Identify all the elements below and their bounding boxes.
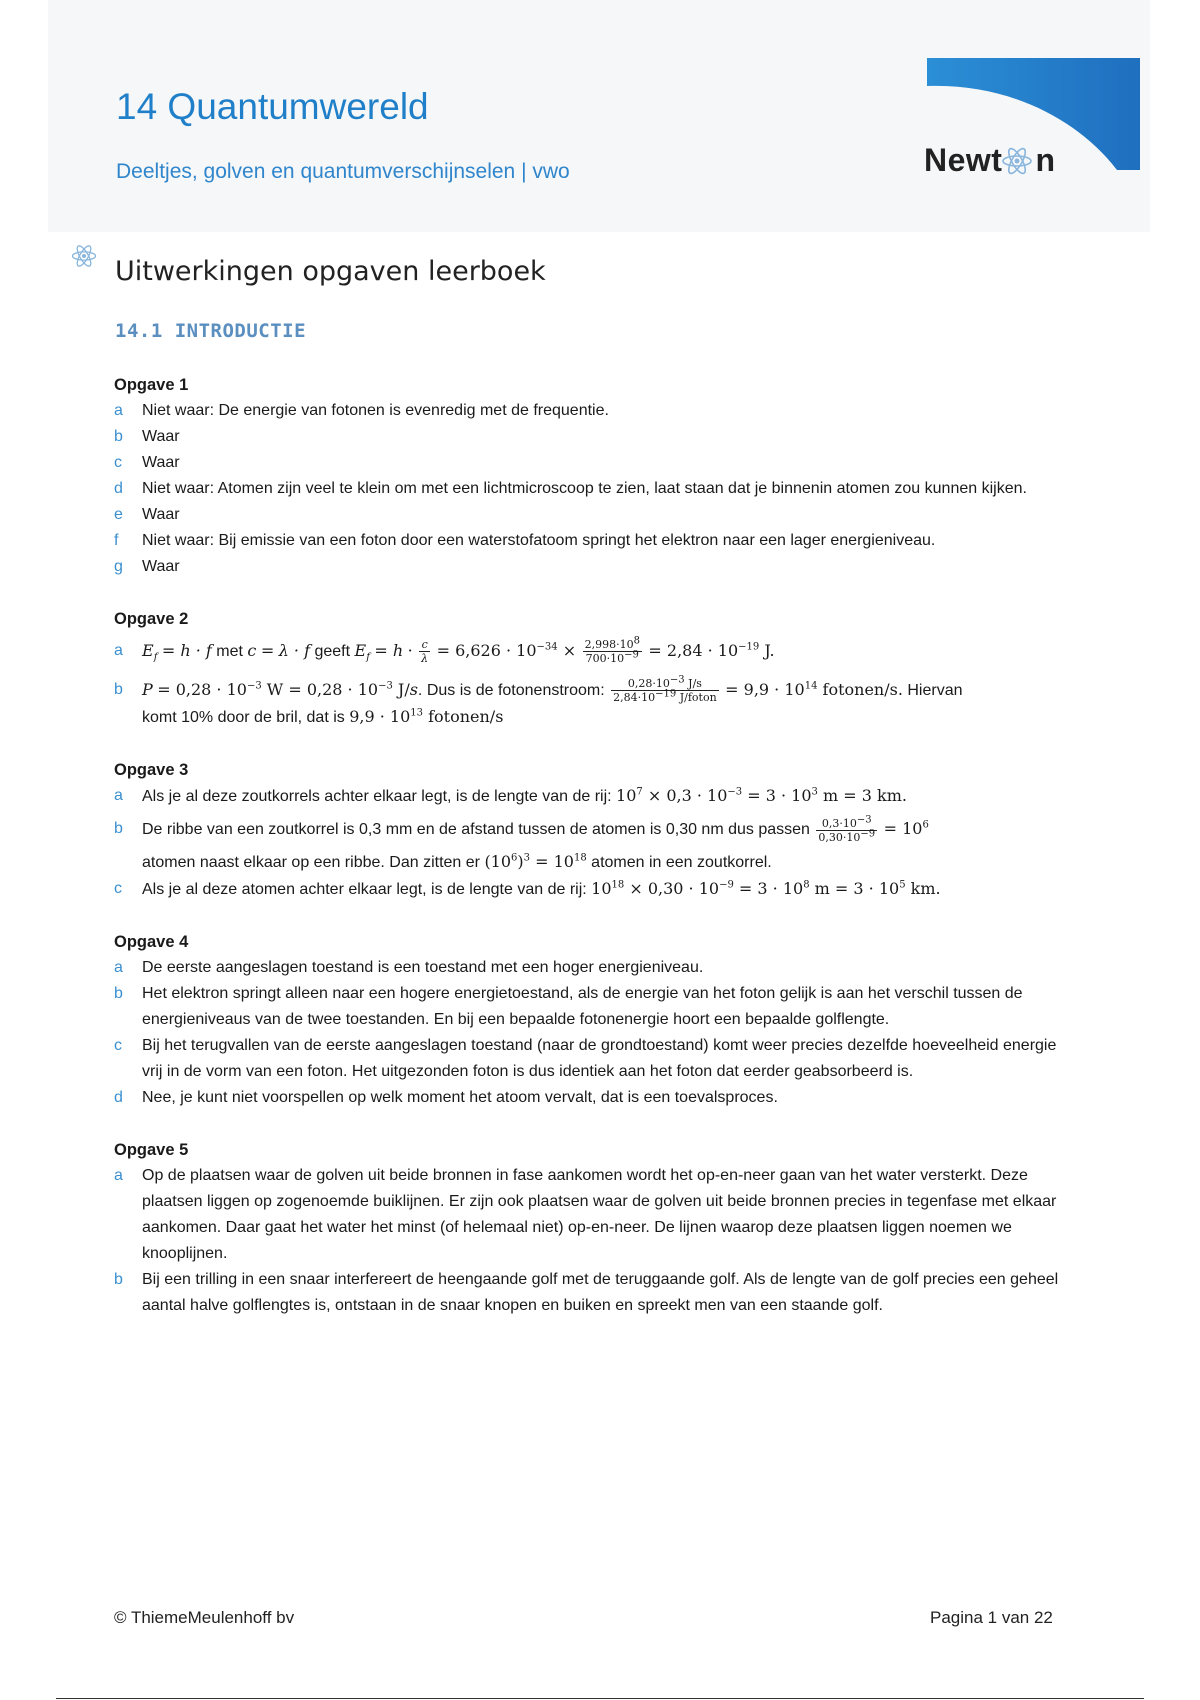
opgave-3 xyxy=(114,757,1074,903)
footer-page-number: Pagina 1 van 22 xyxy=(930,1608,1053,1627)
item-label: c xyxy=(114,880,122,898)
answer-item xyxy=(114,876,1074,903)
opgave-title: Opgave 5 xyxy=(114,1141,189,1160)
opgave-1 xyxy=(114,372,1074,580)
opgave-title: Opgave 4 xyxy=(114,933,189,952)
answer-item xyxy=(114,398,1074,424)
item-label: b xyxy=(114,820,123,838)
answer-text: De eerste aangeslagen toestand is een toestand met een hoger energieniveau. xyxy=(142,959,704,977)
answer-text: Waar xyxy=(142,506,180,523)
answer-item xyxy=(114,849,1074,876)
item-label: a xyxy=(114,402,123,419)
answer-text: Waar xyxy=(142,558,180,575)
section-subheading: 14.1 INTRODUCTIE xyxy=(115,320,307,342)
answer-formula: $E_f = h \cdot f$ met c = λ · f geeft $E_f = h$ · $\frac{c}{\lambda}$ = $6,626 \cdot 10^{-34}$ × $\frac{2,998\cdot 10^8}{700\cdot 10^{-9}}$ = $2,84 \cdot 10^{-19}$ J. xyxy=(142,635,775,666)
answer-text: Niet waar: Bij emissie van een foton door een waterstofatoom springt het elektron naar een lager energieniveau. xyxy=(142,532,936,549)
atom-icon xyxy=(70,242,98,270)
answer-text: Bij een trilling in een snaar interfereert de heengaande golf met de teruggaande golf. Als de lengte van de golf precies een geheel aantal halve golflengtes is, ontstaan in de snaar knopen en buiken en spreekt men van een staande golf. xyxy=(142,1271,1059,1315)
answer-item xyxy=(114,450,1074,476)
item-label: e xyxy=(114,506,123,523)
logo-text-right: n xyxy=(1035,142,1056,178)
answer-item xyxy=(114,476,1074,502)
opgave-title: Opgave 3 xyxy=(114,761,189,780)
opgave-2 xyxy=(114,606,1074,731)
answer-text: Niet waar: Atomen zijn veel te klein om met een lichtmicroscoop te zien, laat staan dat je binnenin atomen zou kunnen kijken. xyxy=(142,480,1027,497)
answer-item xyxy=(114,1267,1074,1319)
item-label: a xyxy=(114,642,123,659)
section-heading: Uitwerkingen opgaven leerboek xyxy=(115,256,546,287)
item-label: b xyxy=(114,681,123,699)
answer-item xyxy=(114,1163,1074,1267)
page-bottom-rule xyxy=(56,1698,1144,1699)
answer-text: Bij het terugvallen van de eerste aangeslagen toestand (naar de grondtoestand) komt weer precies dezelfde hoeveelheid energie vrij in de vorm van een foton. Het uitgezonden foton is dus identiek aan het foton dat eerder geabsorbeerd is. xyxy=(142,1037,1057,1081)
opgave-title: Opgave 1 xyxy=(114,376,189,394)
item-label: g xyxy=(114,558,123,575)
answer-text: Op de plaatsen waar de golven uit beide bronnen in fase aankomen wordt het op-en-neer gaan van het water versterkt. Deze plaatsen liggen op zogenoemde buiklijnen. Er zijn ook plaatsen waar de golven uit beide bronnen precies in tegenfase met elkaar aankomen. Daar gaat het water het minst (of helemaal niet) op-en-neer. De lijnen waarop deze plaatsen liggen noemen we knooplijnen. xyxy=(142,1167,1057,1263)
answer-text: De ribbe van een zoutkorrel is 0,3 mm en de afstand tussen de atomen is 0,30 nm dus passen $\frac{0,3\cdot 10^{-3}}{0,30\cdot 10^{-9}}$ = $10^6$ xyxy=(142,814,929,844)
opgave-5 xyxy=(114,1137,1074,1319)
footer-copyright: © ThiemeMeulenhoff bv xyxy=(114,1608,295,1627)
opgave-title: Opgave 2 xyxy=(114,610,189,628)
answer-text: Het elektron springt alleen naar een hogere energietoestand, als de energie van het foton gelijk is aan het verschil tussen de energieniveaus van de twee toestanden. En bij een bepaalde fotonenergie hoort een bepaalde golflengte. xyxy=(142,985,1023,1029)
document-title: 14 Quantumwereld xyxy=(116,86,429,127)
answer-item xyxy=(114,981,1074,1033)
item-label: b xyxy=(114,985,123,1003)
answer-item xyxy=(114,554,1074,580)
answer-text: Nee, je kunt niet voorspellen op welk moment het atoom vervalt, dat is een toevalsproces. xyxy=(142,1089,778,1107)
answer-item xyxy=(114,810,1074,849)
answer-text: Waar xyxy=(142,454,180,471)
answer-item xyxy=(114,632,1074,677)
document-subtitle: Deeltjes, golven en quantumverschijnselen | vwo xyxy=(116,160,570,183)
answer-item xyxy=(114,528,1074,554)
item-label: c xyxy=(114,454,122,471)
logo-text-left: Newt xyxy=(924,142,1003,178)
answer-item xyxy=(114,1085,1074,1111)
item-label: d xyxy=(114,480,123,497)
item-label: a xyxy=(114,1167,123,1185)
item-label: c xyxy=(114,1037,122,1055)
answer-item xyxy=(114,955,1074,981)
item-label: b xyxy=(114,1271,123,1289)
item-label: b xyxy=(114,428,123,445)
answer-item xyxy=(114,424,1074,450)
answer-item xyxy=(114,1033,1074,1085)
answer-text: atomen naast elkaar op een ribbe. Dan zitten er $(10^6)^3 = 10^{18}$ atomen in een zoutkorrel. xyxy=(142,852,772,872)
answer-item xyxy=(114,502,1074,528)
answer-text: Als je al deze zoutkorrels achter elkaar legt, is de lengte van de rij: $10^7 \times 0,3 \cdot 10^{-3} = 3 \cdot 10^3$ m = 3 km. xyxy=(142,786,907,806)
answer-text: Waar xyxy=(142,428,180,445)
answer-text: Niet waar: De energie van fotonen is evenredig met de frequentie. xyxy=(142,402,609,419)
item-label: a xyxy=(114,959,123,977)
item-label: a xyxy=(114,787,123,805)
opgave-4 xyxy=(114,929,1074,1111)
answer-formula: $P = 0,28 \cdot 10^{-3}$ $W = 0,28 \cdot 10^{-3}$ J/s. Dus is de fotonenstroom: $\frac{0,28\cdot 10^{-3} J/s}{2,84\cdot 10^{-19} J/foton}$ = $9,9 \cdot 10^{14}$ fotonen/s. Hiervan komt 10% door de bril, dat is $9,9 \cdot 10^{13}$ fotonen/s xyxy=(142,674,963,727)
logo-wordmark xyxy=(924,142,1056,179)
item-label: d xyxy=(114,1089,123,1107)
newton-logo xyxy=(918,58,1140,184)
answer-item xyxy=(114,783,1074,810)
item-label: f xyxy=(114,532,119,549)
answers-body xyxy=(114,372,1074,1345)
answer-item xyxy=(114,674,1074,731)
answer-text: Als je al deze atomen achter elkaar legt, is de lengte van de rij: $10^{18} \times 0,30 \cdot 10^{-9} = 3 \cdot 10^8$ $m = 3 \cdot 10^5$ km. xyxy=(142,879,941,899)
